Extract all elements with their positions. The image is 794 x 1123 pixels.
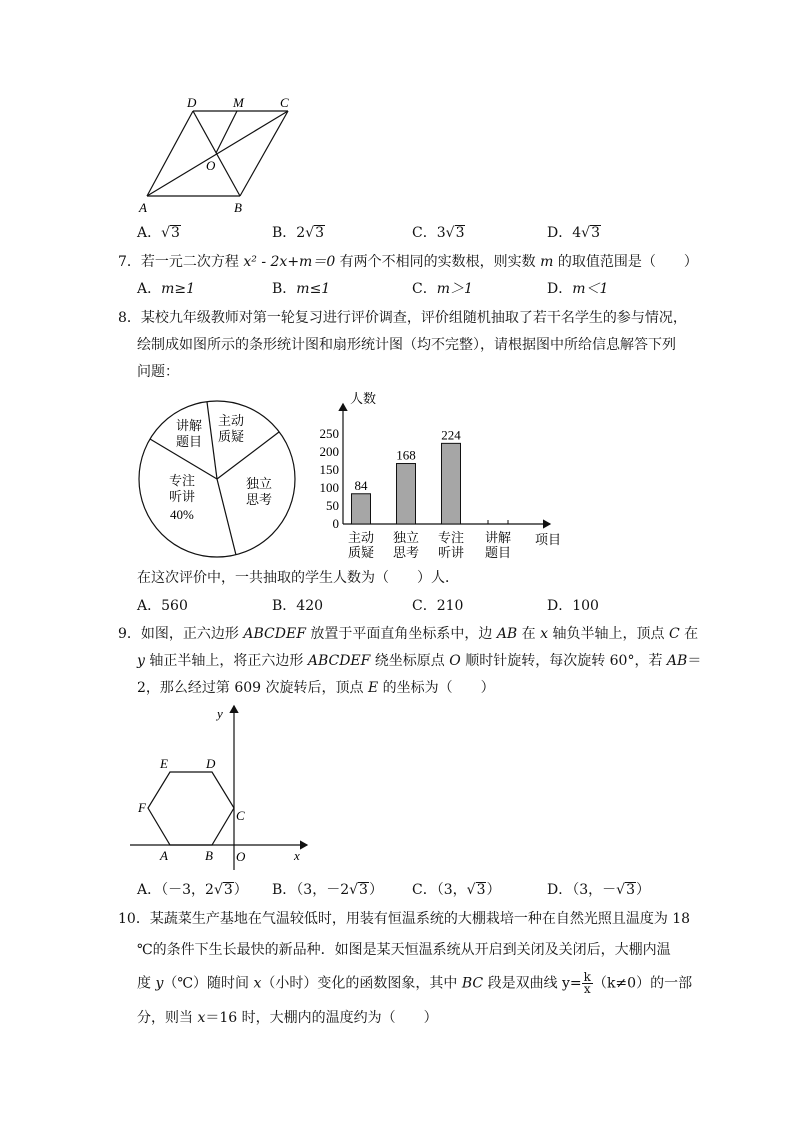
bar-y-tick-label: 200: [319, 444, 339, 459]
q9-option-a[interactable]: A．（－3，2√3）: [137, 882, 248, 898]
q8-option-c[interactable]: C．210: [412, 598, 464, 614]
bar-y-tick-label: 0: [332, 516, 339, 531]
q10-stem-line2: ℃的条件下生长最快的新品种．如图是某天恒温系统从开启到关闭及关闭后，大棚内温: [137, 942, 671, 958]
q10-stem-line4: 分，则当 x＝16 时，大棚内的温度约为（ ）: [137, 1010, 438, 1026]
q8-option-d[interactable]: D．100: [547, 598, 599, 614]
q9-label-O: O: [236, 849, 246, 864]
q6-parallelogram-figure: [130, 90, 310, 220]
bar-data-label: 168: [396, 447, 416, 463]
q7-stem: 7．若一元二次方程 x² - 2x+m＝0 有两个不相同的实数根，则实数 m 的取值范围是（ ）: [118, 254, 698, 270]
q8-sub-question: 在这次评价中，一共抽取的学生人数为（ ）人．: [137, 570, 459, 586]
bar-data-label: 224: [441, 427, 461, 443]
label-A: A: [139, 200, 147, 215]
label-M: M: [233, 95, 244, 110]
diagonal-ac: [147, 111, 288, 196]
q9-stem-line1: 9．如图，正六边形 ABCDEF 放置于平面直角坐标系中，边 AB 在 x 轴负半轴上，顶点 C 在: [118, 626, 699, 642]
bar-y-tick-label: 50: [326, 498, 339, 513]
q8-bar-chart: [305, 382, 575, 567]
q9-label-D: D: [206, 756, 216, 771]
q9-label-E: E: [160, 756, 168, 771]
bar-2: [442, 443, 461, 524]
pie-label-zhuanzhu-2: 听讲: [169, 489, 196, 504]
pie-divider-3: [217, 479, 236, 555]
q6-option-c[interactable]: C．3√3: [412, 225, 465, 241]
label-C: C: [280, 95, 289, 110]
q9-stem-line3: 2，那么经过第 609 次旋转后，顶点 E 的坐标为（ ）: [137, 680, 495, 696]
q9-label-x: x: [294, 848, 300, 863]
q9-label-B: B: [205, 848, 213, 863]
bar-category-label: 题目: [484, 545, 512, 560]
hexagon-abcdef: [148, 772, 234, 845]
q7-option-b[interactable]: B．m≤1: [272, 281, 331, 297]
bar-category-label: 主动: [347, 530, 375, 545]
q8-stem-line2: 绘制成如图所示的条形统计图和扇形统计图（均不完整），请根据图中所给信息解答下列: [137, 337, 676, 353]
pie-divider-1: [207, 402, 217, 479]
bar-0: [352, 494, 371, 524]
q8-stem-line3: 问题：: [137, 364, 179, 380]
q8-pie-chart: [130, 392, 310, 572]
bar-y-tick-label: 250: [319, 426, 339, 441]
q9-hexagon-figure: [130, 700, 320, 872]
bar-category-label: 专注: [437, 530, 465, 545]
q9-label-y: y: [217, 706, 223, 721]
bar-category-label: 独立: [392, 530, 420, 545]
q8-option-a[interactable]: A．560: [137, 598, 188, 614]
q9-label-C: C: [236, 808, 245, 823]
q10-fraction: $\frac{k}{x}$: [583, 970, 591, 996]
pie-label-duli-2: 思考: [246, 492, 273, 507]
q7-option-d[interactable]: D．m＜1: [547, 281, 609, 297]
pie-label-zhuanzhu-1: 专注: [169, 473, 196, 488]
q7-option-a[interactable]: A．m≥1: [137, 281, 196, 297]
segment-om: [216, 111, 237, 153]
bar-1: [397, 464, 416, 524]
bar-y-tick-label: 150: [319, 462, 339, 477]
bar-data-label: 84: [354, 477, 368, 493]
pie-label-zhuanzhu-percent: 40%: [170, 507, 194, 522]
q10-stem-line3: 度 y（℃）随时间 x（小时）变化的函数图象，其中 BC 段是双曲线 y= $\frac{k}{x}$ （k≠0）的一部: [137, 970, 693, 996]
pie-label-zhudong-1: 主动: [218, 413, 245, 428]
bar-category-label: 听讲: [437, 545, 465, 560]
label-O: O: [206, 158, 216, 173]
q6-option-d[interactable]: D．4√3: [547, 225, 600, 241]
pie-label-jiangjie-1: 讲解: [176, 418, 203, 433]
q6-option-b[interactable]: B．2√3: [272, 225, 325, 241]
bar-y-tick-label: 100: [319, 480, 339, 495]
q8-option-b[interactable]: B．420: [272, 598, 324, 614]
q9-option-c[interactable]: C．（3，√3）: [412, 882, 501, 898]
diagonal-bd: [193, 111, 240, 196]
q9-label-F: F: [138, 800, 146, 815]
pie-label-duli-1: 独立: [246, 476, 273, 491]
label-B: B: [234, 200, 242, 215]
bar-category-label: 讲解: [484, 530, 512, 545]
bar-x-axis-label: 项目: [535, 532, 562, 547]
side-ad: [147, 111, 193, 196]
q9-option-d[interactable]: D．（3，－√3）: [547, 882, 650, 898]
pie-label-jiangjie-2: 题目: [176, 434, 203, 449]
pie-label-zhudong-2: 质疑: [218, 429, 245, 444]
q8-stem-line1: 8．某校九年级教师对第一轮复习进行评价调查，评价组随机抽取了若干名学生的参与情况，: [118, 310, 687, 326]
bar-y-axis-label: 人数: [350, 391, 377, 406]
q9-option-b[interactable]: B．（3，－2√3）: [272, 882, 383, 898]
label-D: D: [187, 95, 197, 110]
q10-stem-line1: 10．某蔬菜生产基地在气温较低时，用装有恒温系统的大棚栽培一种在自然光照且温度为 18: [118, 911, 691, 927]
q6-option-a[interactable]: A．√3: [137, 225, 180, 241]
side-bc: [240, 111, 288, 196]
q9-label-A: A: [160, 848, 168, 863]
bar-category-label: 思考: [392, 545, 420, 560]
q7-option-c[interactable]: C．m＞1: [412, 281, 473, 297]
q9-stem-line2: y 轴正半轴上，将正六边形 ABCDEF 绕坐标原点 O 顺时针旋转，每次旋转 60°，若 AB＝: [137, 653, 702, 669]
bar-category-label: 质疑: [347, 545, 375, 560]
